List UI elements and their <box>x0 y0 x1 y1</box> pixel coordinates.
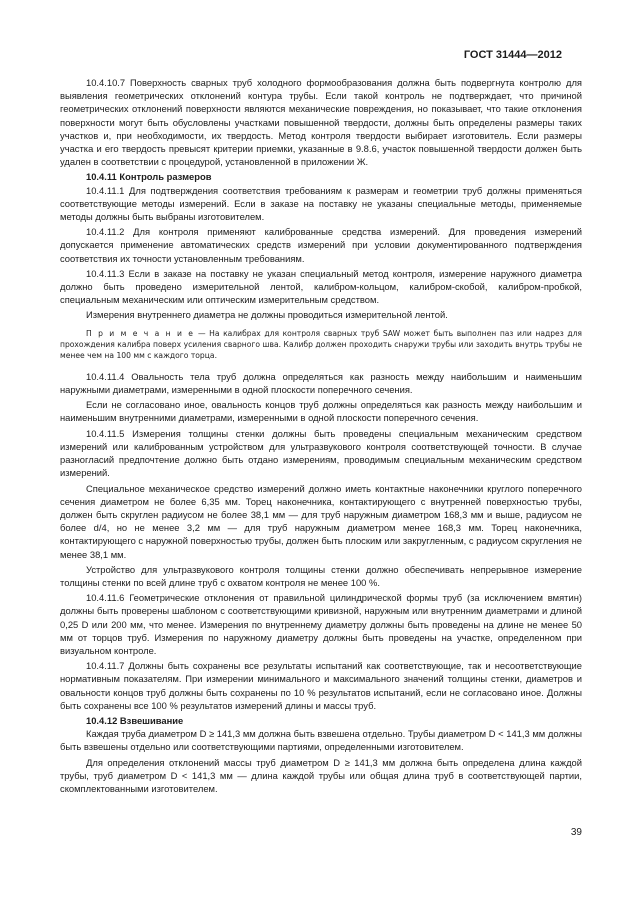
paragraph-10-4-11-4: 10.4.11.4 Овальность тела труб должна определяться как разность между наибольшим и наименьшим наружными диаметрами, измеренными в одной плоскости поперечного сечения. <box>60 370 582 396</box>
paragraph-ovality-ends: Если не согласовано иное, овальность концов труб должны определяться как разность между наибольшим и наименьшим внутренними диаметрами, измеренными в одной плоскости поперечного сечения. <box>60 399 582 424</box>
paragraph-mechanical-tool: Специальное механическое средство измерений должно иметь контактные наконечники круглого поперечного сечения диаметром не более 6,35 мм. Торец наконечника, контактирующего с внутренней поверхностью трубы, должен быть скруглен радиусом не более 38,1 мм — для труб наружным диаметром 168,3 мм и выше, радиусом не более d/4, но не менее 3,2 мм — для труб наружным диаметром менее 168,3 мм. Торец наконечника, контактирующего с наружной поверхностью трубы, должен быть плоским или закругленным, с радиусом скругления не менее 38,1 мм. <box>60 482 582 560</box>
paragraph-10-4-11-3: 10.4.11.3 Если в заказе на поставку не указан специальный метод контроля, измерение наружного диаметра должно быть проведено измерительной лентой, калибром-кольцом, калибром-скобой, калибром-пробкой, специальным механическим или оптическим измерительным средством. <box>60 267 582 306</box>
paragraph-weighing-each-pipe: Каждая труба диаметром D ≥ 141,3 мм должна быть взвешена отдельно. Трубы диаметром D < 141,3 мм должны быть взвешены отдельно или соответствующими партиями, определенными изготовителем. <box>60 728 582 753</box>
paragraph-10-4-11-1: 10.4.11.1 Для подтверждения соответствия требованиям к размерам и геометрии труб должны применяться соответствующие методы измерений. Если в заказе на поставку не указаны специальные методы, применяемые методы должны быть выбраны изготовителем. <box>60 184 582 223</box>
paragraph-mass-deviation: Для определения отклонений массы труб диаметром D ≥ 141,3 мм должна быть определена длина каждой трубы, труб диаметром D < 141,3 мм — длина каждой трубы или общая длина труб в соответствующей партии, скомплектованными изготовителем. <box>60 756 582 794</box>
paragraph-10-4-10-7: 10.4.10.7 Поверхность сварных труб холодного формообразования должна быть подвергнута контролю для выявления геометрических отклонений контура трубы. Если такой контроль не подтверждает, что причиной геометрических отклонений поверхности являются механические повреждения, но показывает, что такие отклонения поверхности могут быть обусловлены участками повышенной твердости, должны быть определены размеры таких участков и, при необходимости, их твердость. Метод контроля твердости выбирает изготовитель. Если размеры участка и его твердость превысят критерии приемки, указанные в 9.8.6, участок повышенной твердости должен быть удален в соответствии с процедурой, установленной в приложении Ж. <box>60 77 582 168</box>
paragraph-10-4-11-6: 10.4.11.6 Геометрические отклонения от правильной цилиндрической формы труб (за исключением вмятин) должны быть проверены шаблоном с соответствующими кривизной, наружным или внутренним диаметрами и длиной 0,25 D или 200 мм, что менее. Измерения по внутреннему диаметру должны быть проведены на длине не менее 50 мм от торцов труб. Измерения по наружному диаметру должны быть проведены на участке, определенном при визуальном контроле. <box>60 592 582 656</box>
note-label: П р и м е ч а н и е <box>86 328 195 338</box>
paragraph-inner-diameter: Измерения внутреннего диаметра не должны проводиться измерительной лентой. <box>86 309 448 321</box>
note-text: — На калибрах для контроля сварных труб SAW может быть выполнен паз или надрез для прохождения калибра поверх усиления сварного шва. Калибр должен проходить снаружи трубы или заходить внутрь трубы не менее чем на 100 мм с каждого торца. <box>60 328 583 361</box>
page-number: 39 <box>570 827 582 838</box>
section-heading-weighing: 10.4.12 Взвешивание <box>86 714 184 726</box>
paragraph-10-4-11-7: 10.4.11.7 Должны быть сохранены все результаты испытаний как соответствующие, так и несоответствующие нормативным показателям. При измерении минимального и максимального значений толщины стенки, диаметров и овальности концов труб должны быть сохранены по 10 % результатов испытаний, если не согласовано иное. Должны быть сохранены все 100 % результатов измерений длины и массы труб. <box>60 660 582 711</box>
note <box>60 328 582 362</box>
paragraph-ultrasonic-device: Устройство для ультразвукового контроля толщины стенки должно обеспечивать непрерывное измерение толщины стенки по всей длине труб с охватом контроля не менее 100 %. <box>60 563 582 588</box>
paragraph-10-4-11-5: 10.4.11.5 Измерения толщины стенки должны быть проведены специальным механическим средством измерений или калиброванным устройством для ультразвукового контроля соответствующей точности. В случае разногласий предпочтение должно быть отдано измерениям, проводимым специальным механическим средством измерений. <box>60 427 582 479</box>
paragraph-10-4-11-2: 10.4.11.2 Для контроля применяют калиброванные средства измерений. Для проведения измерений допускается применение автоматических средств измерений при условии документированного подтверждения соответствия их точности установленным требованиям. <box>60 226 582 264</box>
section-heading-dimension-control: 10.4.11 Контроль размеров <box>86 171 212 183</box>
document-code: ГОСТ 31444—2012 <box>463 49 562 61</box>
